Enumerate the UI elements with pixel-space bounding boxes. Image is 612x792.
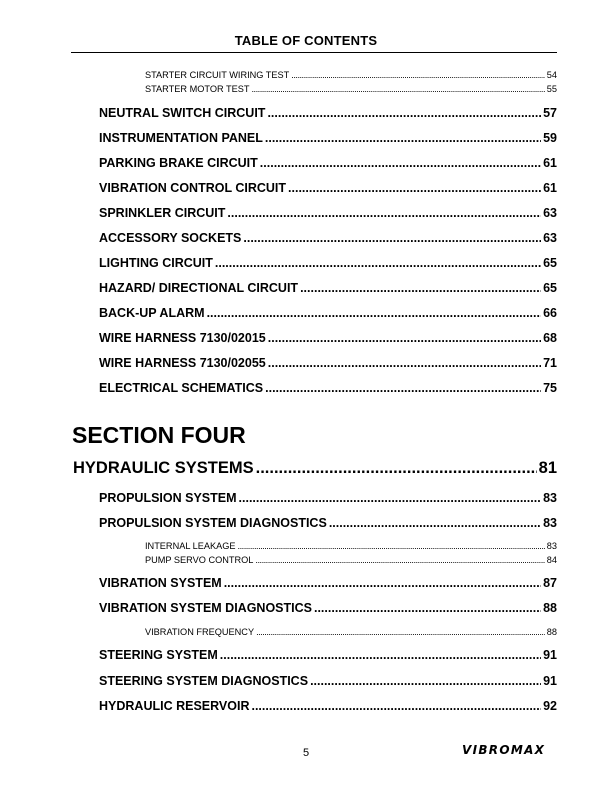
toc-entry-page: 54 xyxy=(546,70,557,80)
leader-dots xyxy=(268,331,541,345)
toc-entry-label: WIRE HARNESS 7130/02015 xyxy=(99,331,266,345)
toc-entry-page: 63 xyxy=(543,206,557,220)
toc-entry-label: ELECTRICAL SCHEMATICS xyxy=(99,381,264,395)
leader-dots xyxy=(255,555,544,565)
leader-dots xyxy=(265,381,541,395)
toc-entry-label: HYDRAULIC RESERVOIR xyxy=(99,699,250,713)
toc-entry-lighting-circuit[interactable] xyxy=(99,256,557,272)
toc-entry-label: BACK-UP ALARM xyxy=(99,306,205,320)
leader-dots xyxy=(251,699,541,713)
toc-entry-page: 66 xyxy=(543,306,557,320)
toc-entry-page: 83 xyxy=(543,516,557,530)
toc-entry-page: 65 xyxy=(543,281,557,295)
toc-entry-neutral-switch-circuit[interactable] xyxy=(99,106,557,122)
leader-dots xyxy=(238,541,545,551)
toc-entry-page: 91 xyxy=(543,674,557,688)
toc-entry-label: HAZARD/ DIRECTIONAL CIRCUIT xyxy=(99,281,299,295)
toc-entry-label: PROPULSION SYSTEM DIAGNOSTICS xyxy=(99,516,327,530)
toc-entry-label: PARKING BRAKE CIRCUIT xyxy=(99,156,258,170)
leader-dots xyxy=(310,674,541,688)
leader-dots xyxy=(291,70,544,80)
toc-entry-starter-motor-test[interactable] xyxy=(145,84,557,95)
toc-entry-electrical-schematics[interactable] xyxy=(99,381,557,397)
leader-dots xyxy=(207,306,542,320)
toc-entry-instrumentation-panel[interactable] xyxy=(99,131,557,147)
toc-entry-page: 83 xyxy=(543,491,557,505)
leader-dots xyxy=(220,648,541,662)
toc-entry-accessory-sockets[interactable] xyxy=(99,231,557,247)
toc-entry-label: SPRINKLER CIRCUIT xyxy=(99,206,226,220)
toc-entry-hydraulic-reservoir[interactable] xyxy=(99,699,557,715)
leader-dots xyxy=(215,256,541,270)
leader-dots xyxy=(260,156,541,170)
toc-entry-vibration-control-circuit[interactable] xyxy=(99,181,557,197)
toc-entry-page: 92 xyxy=(543,699,557,713)
toc-entry-pump-servo-control[interactable] xyxy=(145,555,557,566)
toc-entry-page: 84 xyxy=(546,555,557,565)
toc-entry-label: INTERNAL LEAKAGE xyxy=(145,541,236,551)
leader-dots xyxy=(265,131,541,145)
toc-entry-label: INSTRUMENTATION PANEL xyxy=(99,131,263,145)
toc-entry-label: VIBRATION SYSTEM DIAGNOSTICS xyxy=(99,601,312,615)
toc-entry-label: WIRE HARNESS 7130/02055 xyxy=(99,356,266,370)
toc-entry-page: 88 xyxy=(546,627,557,637)
toc-entry-label: STARTER CIRCUIT WIRING TEST xyxy=(145,70,290,80)
toc-entry-label: PROPULSION SYSTEM xyxy=(99,491,237,505)
leader-dots xyxy=(329,516,541,530)
toc-entry-page: 61 xyxy=(543,181,557,195)
toc-entry-page: 91 xyxy=(543,648,557,662)
toc-entry-page: 68 xyxy=(543,331,557,345)
vibromax-logo: VIBROMAX xyxy=(462,743,546,757)
toc-chapter-label: HYDRAULIC SYSTEMS xyxy=(73,459,254,477)
toc-entry-hazard-directional-circuit[interactable] xyxy=(99,281,557,297)
toc-entry-page: 88 xyxy=(543,601,557,615)
toc-entry-page: 59 xyxy=(543,131,557,145)
toc-entry-steering-system-diagnostics[interactable] xyxy=(99,674,557,690)
leader-dots xyxy=(300,281,541,295)
toc-entry-propulsion-system[interactable] xyxy=(99,491,557,507)
toc-entry-vibration-system[interactable] xyxy=(99,576,557,592)
header-rule xyxy=(71,52,557,53)
leader-dots xyxy=(314,601,541,615)
toc-entry-page: 65 xyxy=(543,256,557,270)
toc-entry-page: 55 xyxy=(546,84,557,94)
toc-entry-propulsion-system-diagnostics[interactable] xyxy=(99,516,557,532)
toc-entry-label: ACCESSORY SOCKETS xyxy=(99,231,242,245)
toc-entry-label: VIBRATION CONTROL CIRCUIT xyxy=(99,181,287,195)
leader-dots xyxy=(251,84,544,94)
leader-dots xyxy=(268,356,541,370)
toc-entry-page: 75 xyxy=(543,381,557,395)
toc-entry-parking-brake-circuit[interactable] xyxy=(99,156,557,172)
page-number: 5 xyxy=(302,747,310,759)
leader-dots xyxy=(256,459,537,478)
toc-entry-vibration-frequency[interactable] xyxy=(145,627,557,638)
page-title: TABLE OF CONTENTS xyxy=(234,33,378,48)
toc-entry-page: 71 xyxy=(543,356,557,370)
toc-entry-wire-harness-02055[interactable] xyxy=(99,356,557,372)
toc-entry-vibration-system-diagnostics[interactable] xyxy=(99,601,557,617)
toc-entry-label: NEUTRAL SWITCH CIRCUIT xyxy=(99,106,266,120)
toc-entry-label: STARTER MOTOR TEST xyxy=(145,84,250,94)
leader-dots xyxy=(224,576,541,590)
toc-entry-page: 57 xyxy=(543,106,557,120)
toc-entry-label: LIGHTING CIRCUIT xyxy=(99,256,213,270)
toc-entry-label: VIBRATION SYSTEM xyxy=(99,576,222,590)
toc-entry-page: 87 xyxy=(543,576,557,590)
leader-dots xyxy=(288,181,541,195)
toc-entry-page: 61 xyxy=(543,156,557,170)
toc-entry-label: STEERING SYSTEM xyxy=(99,648,218,662)
toc-entry-wire-harness-02015[interactable] xyxy=(99,331,557,347)
section-heading: SECTION FOUR xyxy=(72,422,246,448)
toc-entry-internal-leakage[interactable] xyxy=(145,541,557,552)
toc-entry-steering-system[interactable] xyxy=(99,648,557,664)
toc-entry-starter-circuit-wiring-test[interactable] xyxy=(145,70,557,81)
leader-dots xyxy=(239,491,542,505)
toc-entry-page: 63 xyxy=(543,231,557,245)
leader-dots xyxy=(227,206,541,220)
leader-dots xyxy=(243,231,541,245)
leader-dots xyxy=(267,106,541,120)
leader-dots xyxy=(256,627,545,637)
toc-entry-label: PUMP SERVO CONTROL xyxy=(145,555,254,565)
toc-entry-label: VIBRATION FREQUENCY xyxy=(145,627,255,637)
toc-entry-sprinkler-circuit[interactable] xyxy=(99,206,557,222)
toc-chapter-page: 81 xyxy=(538,459,557,477)
toc-entry-back-up-alarm[interactable] xyxy=(99,306,557,322)
toc-chapter-hydraulic-systems[interactable] xyxy=(73,459,557,479)
toc-entry-page: 83 xyxy=(546,541,557,551)
toc-entry-label: STEERING SYSTEM DIAGNOSTICS xyxy=(99,674,309,688)
